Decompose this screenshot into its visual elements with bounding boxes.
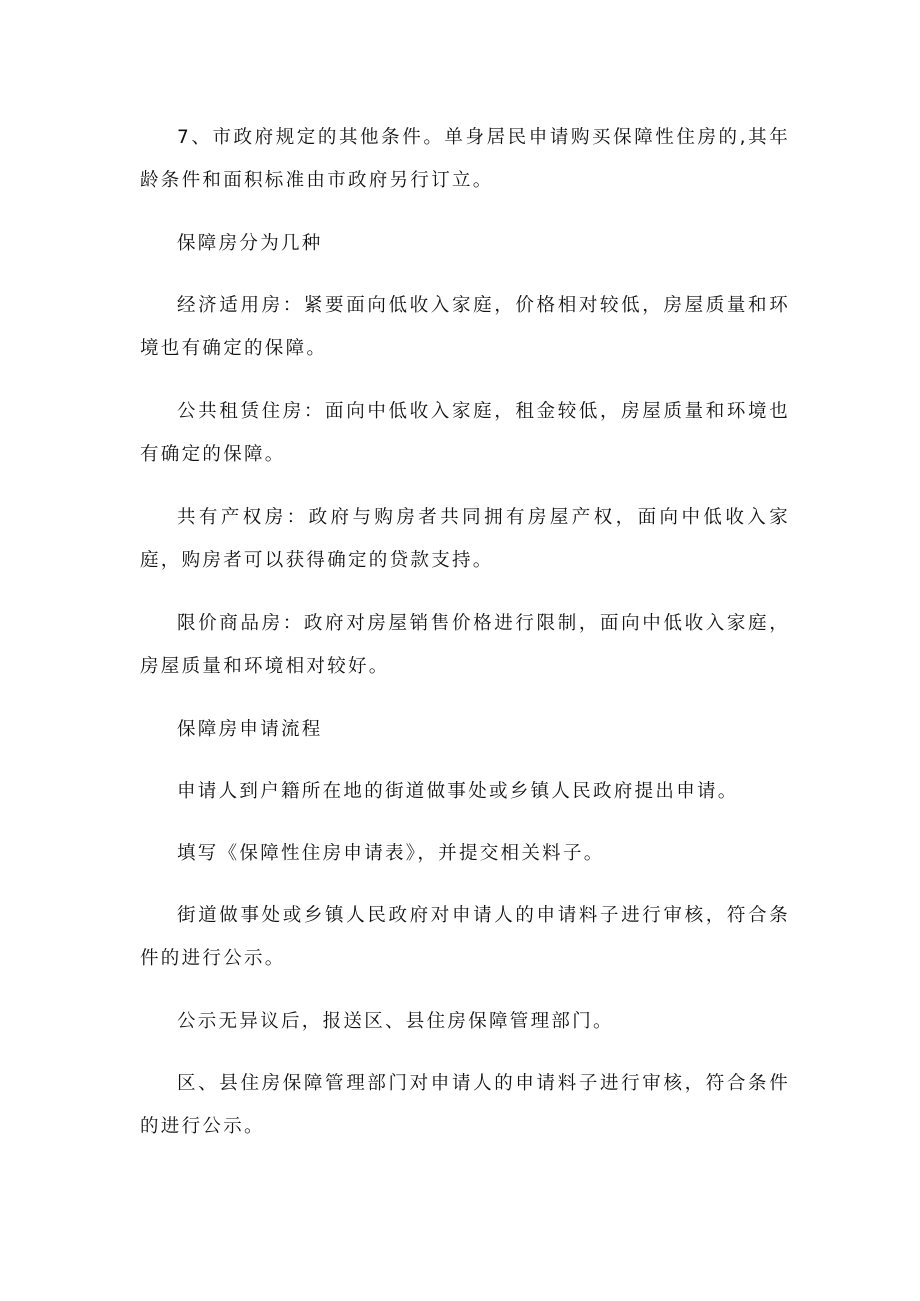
document-body xyxy=(140,116,790,1168)
paragraph-step-district-review: 区、县住房保障管理部门对申请人的申请料子进行审核，符合条件的进行公示。 xyxy=(140,1073,790,1137)
heading-application-process: 保障房申请流程 xyxy=(177,719,323,740)
paragraph-price-limited: 限价商品房：政府对房屋销售价格进行限制，面向中低收入家庭，房屋质量和环境相对较好。 xyxy=(140,613,790,677)
paragraph-step-form: 填写《保障性住房申请表》，并提交相关料子。 xyxy=(177,843,605,864)
paragraph-other-conditions: 7、市政府规定的其他条件。单身居民申请购买保障性住房的,其年龄条件和面积标准由市政府另行订立。 xyxy=(140,127,790,191)
paragraph-public-rental: 公共租赁住房：面向中低收入家庭，租金较低，房屋质量和环境也有确定的保障。 xyxy=(140,401,790,465)
paragraph-step-report: 公示无异议后，报送区、县住房保障管理部门。 xyxy=(177,1011,614,1032)
paragraph-economic-housing: 经济适用房：紧要面向低收入家庭，价格相对较低，房屋质量和环境也有确定的保障。 xyxy=(140,295,790,359)
paragraph-step-apply: 申请人到户籍所在地的街道做事处或乡镇人民政府提出申请。 xyxy=(177,781,739,802)
paragraph-shared-ownership: 共有产权房：政府与购房者共同拥有房屋产权，面向中低收入家庭，购房者可以获得确定的贷款支持。 xyxy=(140,507,790,571)
paragraph-step-street-review: 街道做事处或乡镇人民政府对申请人的申请料子进行审核，符合条件的进行公示。 xyxy=(140,905,790,969)
heading-housing-types: 保障房分为几种 xyxy=(177,233,323,254)
